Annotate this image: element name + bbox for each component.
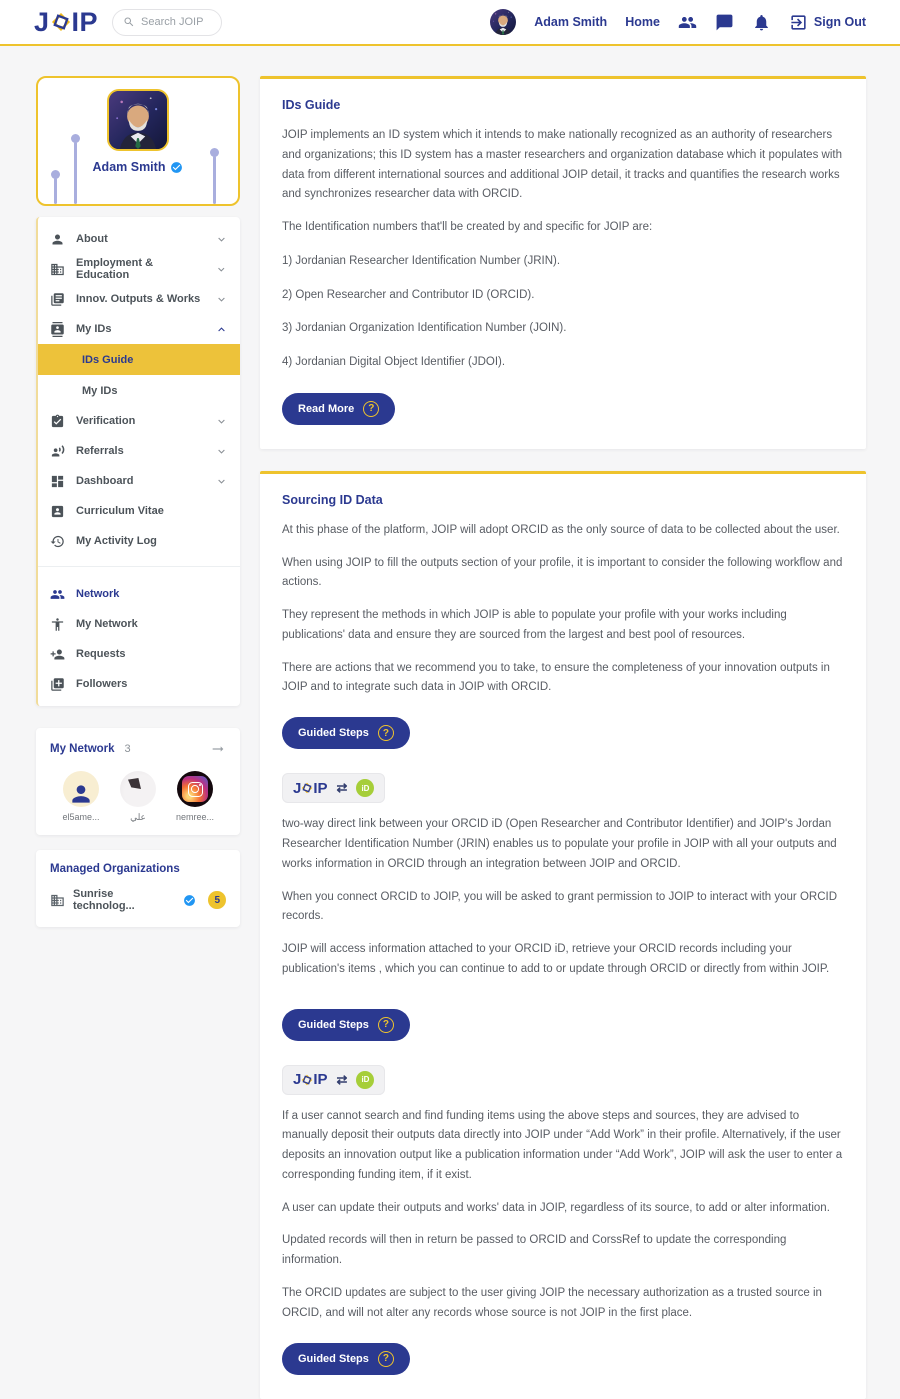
- joip-star-icon: [300, 1073, 314, 1087]
- decorative-pin: [74, 142, 77, 204]
- paragraph: When using JOIP to fill the outputs section of your profile, it is important to consider the following workflow and actions.: [282, 556, 843, 589]
- network-member[interactable]: [170, 771, 220, 823]
- nav-label: Requests: [76, 648, 126, 660]
- paragraph: When you connect ORCID to JOIP, you will be asked to grant permission to JOIP to interact with your ORCID records.: [282, 890, 838, 923]
- two-way-arrow-icon: ⇄: [336, 780, 348, 796]
- nav-divider: [38, 566, 240, 567]
- chevron-down-icon: [215, 415, 228, 428]
- nav-label: Curriculum Vitae: [76, 505, 164, 517]
- id-card-icon: [50, 322, 65, 337]
- sidebar-item-verification[interactable]: [38, 406, 240, 436]
- nav-label: Network: [76, 588, 120, 600]
- organization-row[interactable]: [50, 888, 226, 912]
- joip-logo-small: J IP: [293, 1071, 328, 1089]
- list-item: 3) Jordanian Organization Identification Number (JOIN).: [282, 322, 567, 335]
- network-member[interactable]: [113, 771, 163, 823]
- button-label: Guided Steps: [298, 1352, 369, 1365]
- section-title: IDs Guide: [282, 98, 341, 112]
- main-content: [260, 76, 866, 1399]
- managed-organizations-card: [36, 850, 240, 927]
- person-add-icon: [50, 647, 65, 662]
- profile-card: [36, 76, 240, 206]
- list-item: 4) Jordanian Digital Object Identifier (JDOI).: [282, 356, 506, 369]
- box-add-icon: [50, 677, 65, 692]
- sidebar: [36, 76, 240, 927]
- sign-out-label: Sign Out: [813, 15, 866, 29]
- arrow-right-icon[interactable]: [210, 741, 226, 757]
- badge-person-icon: [50, 504, 65, 519]
- chevron-up-icon: [215, 323, 228, 336]
- joip-logo-small: J IP: [293, 779, 328, 797]
- sidebar-item-my-activity-log[interactable]: [38, 526, 240, 556]
- sidebar-item-my-ids-sub[interactable]: [38, 375, 240, 406]
- instagram-logo: [182, 776, 208, 802]
- standing-person-icon: [50, 617, 65, 632]
- sidebar-nav: [36, 217, 240, 706]
- history-clock-icon: [50, 534, 65, 549]
- nav-label: IDs Guide: [82, 353, 134, 366]
- sidebar-item-referrals[interactable]: [38, 436, 240, 466]
- voice-person-icon: [50, 444, 65, 459]
- user-avatar[interactable]: [490, 9, 516, 35]
- nav-label: Innov. Outputs & Works: [76, 293, 201, 305]
- building-icon: [50, 262, 65, 277]
- group-icon: [50, 587, 65, 602]
- home-link[interactable]: Home: [625, 15, 660, 29]
- sidebar-item-dashboard[interactable]: [38, 466, 240, 496]
- sidebar-item-network[interactable]: [38, 579, 240, 609]
- sidebar-item-requests[interactable]: [38, 639, 240, 669]
- chevron-down-icon: [215, 293, 228, 306]
- network-member[interactable]: [56, 771, 106, 823]
- clipboard-check-icon: [50, 414, 65, 429]
- button-label: Guided Steps: [298, 1018, 369, 1031]
- ids-guide-section: [260, 76, 866, 449]
- sidebar-item-followers[interactable]: [38, 669, 240, 699]
- managed-organizations-title: Managed Organizations: [50, 863, 180, 875]
- my-network-count: 3: [124, 743, 131, 755]
- help-icon: ?: [363, 401, 379, 417]
- list-item: 2) Open Researcher and Contributor ID (ORCID).: [282, 288, 535, 301]
- member-avatar: [120, 771, 156, 807]
- paragraph: A user can update their outputs and works' data in JOIP, regardless of its source, to add or alter information.: [282, 1201, 830, 1214]
- decorative-pin: [213, 156, 216, 204]
- sidebar-item-my-ids[interactable]: [38, 314, 240, 344]
- decorative-pin: [54, 178, 57, 204]
- button-label: Read More: [298, 402, 355, 415]
- read-more-button[interactable]: [282, 393, 395, 425]
- nav-label: My IDs: [76, 323, 112, 335]
- person-icon: [50, 232, 65, 247]
- member-name: el5ame...: [62, 812, 100, 822]
- button-label: Guided Steps: [298, 727, 369, 740]
- nav-label: My Activity Log: [76, 535, 157, 547]
- profile-name: Adam Smith: [92, 160, 166, 174]
- nav-label: Referrals: [76, 445, 124, 457]
- sidebar-item-employment-education[interactable]: [38, 254, 240, 284]
- member-name: nemree...: [175, 812, 215, 822]
- joip-logo[interactable]: [34, 7, 98, 38]
- help-icon: ?: [378, 1351, 394, 1367]
- notifications-icon[interactable]: [752, 13, 771, 32]
- paragraph: At this phase of the platform, JOIP will adopt ORCID as the only source of data to be collected about the user.: [282, 523, 840, 536]
- paragraph: JOIP will access information attached to your ORCID iD, retrieve your ORCID records including your publication's items , which you can continue to add to or update through ORCID or directly from within JOIP.: [282, 943, 830, 975]
- user-name[interactable]: Adam Smith: [534, 15, 608, 29]
- orcid-icon: iD: [356, 779, 374, 797]
- nav-label: Employment & Education: [76, 257, 154, 281]
- logo-letter-j: J: [34, 6, 50, 37]
- my-network-title[interactable]: My Network: [50, 743, 115, 755]
- two-way-arrow-icon: ⇄: [336, 1071, 348, 1087]
- search-bar[interactable]: [112, 9, 222, 36]
- guided-steps-button[interactable]: [282, 717, 410, 749]
- my-network-card: [36, 728, 240, 835]
- nav-label: Followers: [76, 678, 128, 690]
- sidebar-item-curriculum-vitae[interactable]: [38, 496, 240, 526]
- messages-icon[interactable]: [715, 13, 734, 32]
- sidebar-item-innov-outputs-works[interactable]: [38, 284, 240, 314]
- paragraph: The ORCID updates are subject to the user giving JOIP the necessary authorization as a trusted source in ORCID, and will not alter any records whose source is not JOIP in the first place.: [282, 1286, 822, 1319]
- joip-orcid-link-badge[interactable]: [282, 1065, 385, 1095]
- chevron-down-icon: [215, 475, 228, 488]
- paragraph: two-way direct link between your ORCID iD (Open Researcher and Contributor Identifier) and JOIP's Jordan Researcher Identification Number (JRIN) enables us to populate your profile in JOIP with all your outputs and works information in ORCID through an integration between JOIP and ORCID.: [282, 818, 837, 870]
- list-item: 1) Jordanian Researcher Identification Number (JRIN).: [282, 254, 561, 267]
- chevron-down-icon: [215, 233, 228, 246]
- network-icon[interactable]: [678, 13, 697, 32]
- help-icon: ?: [378, 725, 394, 741]
- sidebar-item-about[interactable]: [38, 224, 240, 254]
- dashboard-grid-icon: [50, 474, 65, 489]
- top-header: [0, 0, 900, 46]
- member-avatar: [177, 771, 213, 807]
- nav-label: My Network: [76, 618, 138, 630]
- member-name: علي: [130, 812, 146, 822]
- member-avatar: [63, 771, 99, 807]
- nav-label: Dashboard: [76, 475, 134, 487]
- joip-star-icon: [49, 10, 73, 34]
- guided-steps-button[interactable]: [282, 1343, 410, 1375]
- section-title: Sourcing ID Data: [282, 492, 383, 507]
- sign-out-button[interactable]: [789, 13, 866, 32]
- joip-star-icon: [300, 781, 314, 795]
- paragraph: Updated records will then in return be passed to ORCID and CorssRef to update the corresponding information.: [282, 1234, 787, 1267]
- sourcing-id-data-section: [260, 471, 866, 1399]
- profile-photo[interactable]: [107, 89, 169, 151]
- paragraph: JOIP implements an ID system which it intends to make nationally recognized as an authority of researchers and organizations; this ID system has a master researchers and organization database which it populates with data from different international sources and additional JOIP detail, it tracks and quantifies the research works and synchronizes researcher data with ORCID.: [282, 129, 842, 201]
- organization-name: Sunrise technolog...: [73, 888, 135, 912]
- chevron-down-icon: [215, 445, 228, 458]
- verified-badge-icon: [183, 894, 196, 907]
- chevron-down-icon: [215, 263, 228, 276]
- building-icon: [50, 893, 65, 908]
- documents-icon: [50, 292, 65, 307]
- paragraph: If a user cannot search and find funding items using the above steps and sources, they are advised to manually deposit their outputs data directly into JOIP under “Add Work” in their profile. Alternatively, if the user deposits an innovation output like a publication information under “Add Work”, JOIP will ask the user to enter a corresponding funding item, if it exist.: [282, 1109, 843, 1181]
- joip-orcid-link-badge[interactable]: [282, 773, 385, 803]
- nav-label: About: [76, 233, 108, 245]
- search-input[interactable]: [141, 16, 211, 28]
- paragraph: They represent the methods in which JOIP is able to populate your profile with your works including publications' data and ensure they are sourced from the largest and best pool of resources.: [282, 609, 787, 641]
- verified-badge-icon: [170, 161, 183, 174]
- sign-out-icon: [789, 13, 808, 32]
- organization-count-badge: 5: [208, 891, 226, 909]
- guided-steps-button[interactable]: [282, 1009, 410, 1041]
- paragraph: The Identification numbers that'll be created by and specific for JOIP are:: [282, 221, 653, 234]
- nav-label: Verification: [76, 415, 136, 427]
- sidebar-item-my-network[interactable]: [38, 609, 240, 639]
- orcid-icon: iD: [356, 1071, 374, 1089]
- nav-label: My IDs: [82, 384, 118, 397]
- sidebar-item-ids-guide[interactable]: [38, 344, 240, 375]
- logo-letters-ip: IP: [71, 6, 99, 37]
- paragraph: There are actions that we recommend you to take, to ensure the completeness of your innovation outputs in JOIP and to integrate such data in JOIP with ORCID.: [282, 661, 830, 694]
- search-icon: [123, 16, 135, 28]
- help-icon: ?: [378, 1017, 394, 1033]
- person-icon: [68, 781, 94, 807]
